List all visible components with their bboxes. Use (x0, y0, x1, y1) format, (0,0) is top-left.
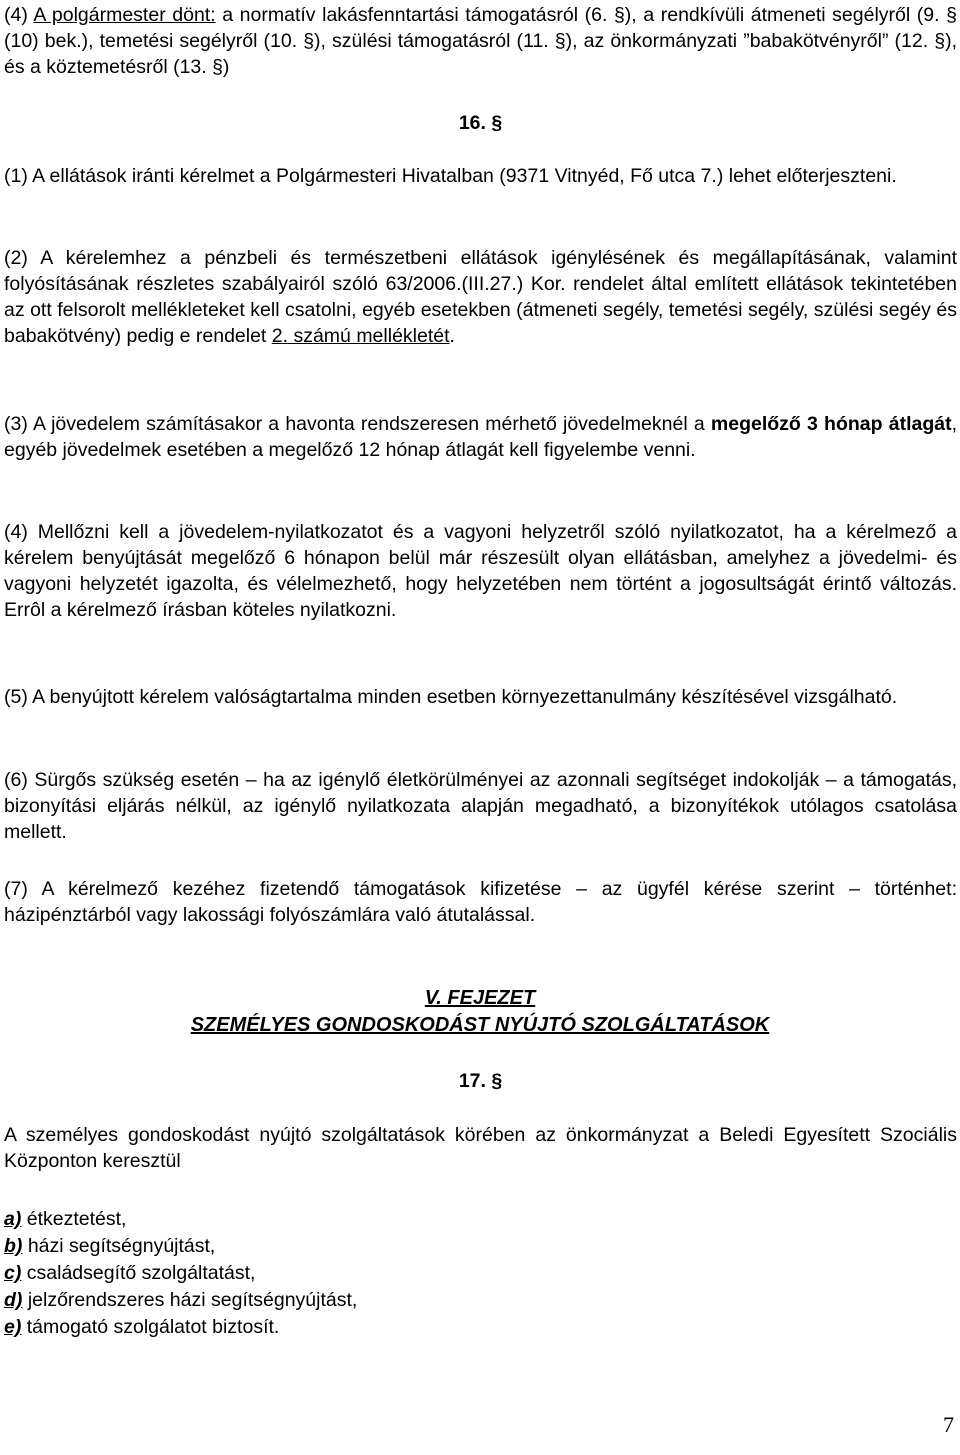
page-number: 7 (943, 1412, 954, 1437)
list-letter: a) (4, 1208, 22, 1230)
list-item: a) étkeztetést, (4, 1208, 127, 1230)
annex-2-reference: 2. számú mellékletét (271, 325, 450, 347)
paragraph-text: a normatív lakásfenntartási támogatásról (6. §), a rendkívüli átmeneti segélyről (9. § (10) bek.), temetési segélyről (10. §), szülési támogatásról (11. §), az önkormányzati ”babakötvényről” (12. §), és a köztemetésről (13. §) (4, 4, 958, 78)
section-17-title: 17. § (458, 1070, 503, 1092)
list-letter: b) (4, 1235, 23, 1257)
mayor-decides-label: A polgármester dönt: (33, 4, 216, 26)
list-letter: e) (4, 1316, 22, 1338)
paragraph-text: (2) A kérelemhez a pénzbeli és természetbeni ellátások igénylésének és megállapításának, valamint folyósításának részletes szabályairól szóló 63/2006.(III.27.) Kor. rendelet által említett ellátások tekintetében az ott felsorolt mellékleteket kell csatolni, egyéb esetekben (átmeneti segély, temetési segély, szülési segéy és babakötvény) pedig e rendelet (4, 247, 957, 347)
section-16-paragraph-6: (6) Sürgős szükség esetén – ha az igénylő életkörülményei az azonnali segítséget indokolják – a támogatás, bizonyítási eljárás nélkül, az igénylő nyilatkozata alapján megadható, a bizonyítékok utólagos csatolása mellett. (4, 769, 957, 843)
chapter-number: V. FEJEZET (424, 987, 536, 1009)
section-17-intro: A személyes gondoskodást nyújtó szolgáltatások körében az önkormányzat a Beledi Egyesített Szociális Központon keresztül (4, 1124, 957, 1172)
section-16-paragraph-1: (1) A ellátások iránti kérelmet a Polgármesteri Hivatalban (9371 Vitnyéd, Fő utca 7.) lehet előterjeszteni. (4, 165, 897, 187)
list-letter: c) (4, 1262, 22, 1284)
section-16-paragraph-4: (4) Mellőzni kell a jövedelem-nyilatkozatot és a vagyoni helyzetről szóló nyilatkozatot, ha a kérelmező a kérelem benyújtását megelőző 6 hónapon belül már részesült olyan ellátásban, amelyhez a jövedelmi- és vagyoni helyzetét igazolta, és vélelmezhető, hogy helyzetében nem történt a jogosultságát érintő változás. Errôl a kérelmező írásban köteles nyilatkozni. (4, 521, 957, 621)
section-16-paragraph-5: (5) A benyújtott kérelem valóságtartalma minden esetben környezettanulmány készítésével vizsgálható. (4, 686, 898, 708)
section-16-paragraph-3: (3) A jövedelem számításakor a havonta rendszeresen mérhető jövedelmeknél a megelőző 3 hónap átlagát, egyéb jövedelmek esetében a megelőző 12 hónap átlagát kell figyelembe venni. (4, 413, 958, 461)
list-item: d) jelzőrendszeres házi segítségnyújtást, (4, 1289, 358, 1311)
list-item: c) családsegítő szolgáltatást, (4, 1262, 256, 1284)
section-16-title: 16. § (458, 112, 503, 134)
list-item: b) házi segítségnyújtást, (4, 1235, 216, 1257)
list-item: e) támogató szolgálatot biztosít. (4, 1316, 280, 1338)
section-16-paragraph-2: (2) A kérelemhez a pénzbeli és természetbeni ellátások igénylésének és megállapításának, valamint folyósításának részletes szabályairól szóló 63/2006.(III.27.) Kor. rendelet által említett ellátások tekintetében az ott felsorolt mellékleteket kell csatolni, egyéb esetekben (átmeneti segély, temetési segély, szülési segéy és babakötvény) pedig e rendelet 2. számú mellékletét. (4, 247, 957, 347)
section-16-paragraph-7: (7) A kérelmező kezéhez fizetendő támogatások kifizetése – az ügyfél kérése szerint – történhet: házipénztárból vagy lakossági folyószámlára való átutalással. (4, 878, 957, 926)
list-letter: d) (4, 1289, 23, 1311)
paragraph-4-mayor-decides (4, 2, 957, 80)
paragraph-prefix: (4) (4, 4, 34, 26)
chapter-title: SZEMÉLYES GONDOSKODÁST NYÚJTÓ SZOLGÁLTATÁSOK (190, 1014, 770, 1036)
emphasis-text: megelőző 3 hónap átlagát (710, 413, 952, 435)
